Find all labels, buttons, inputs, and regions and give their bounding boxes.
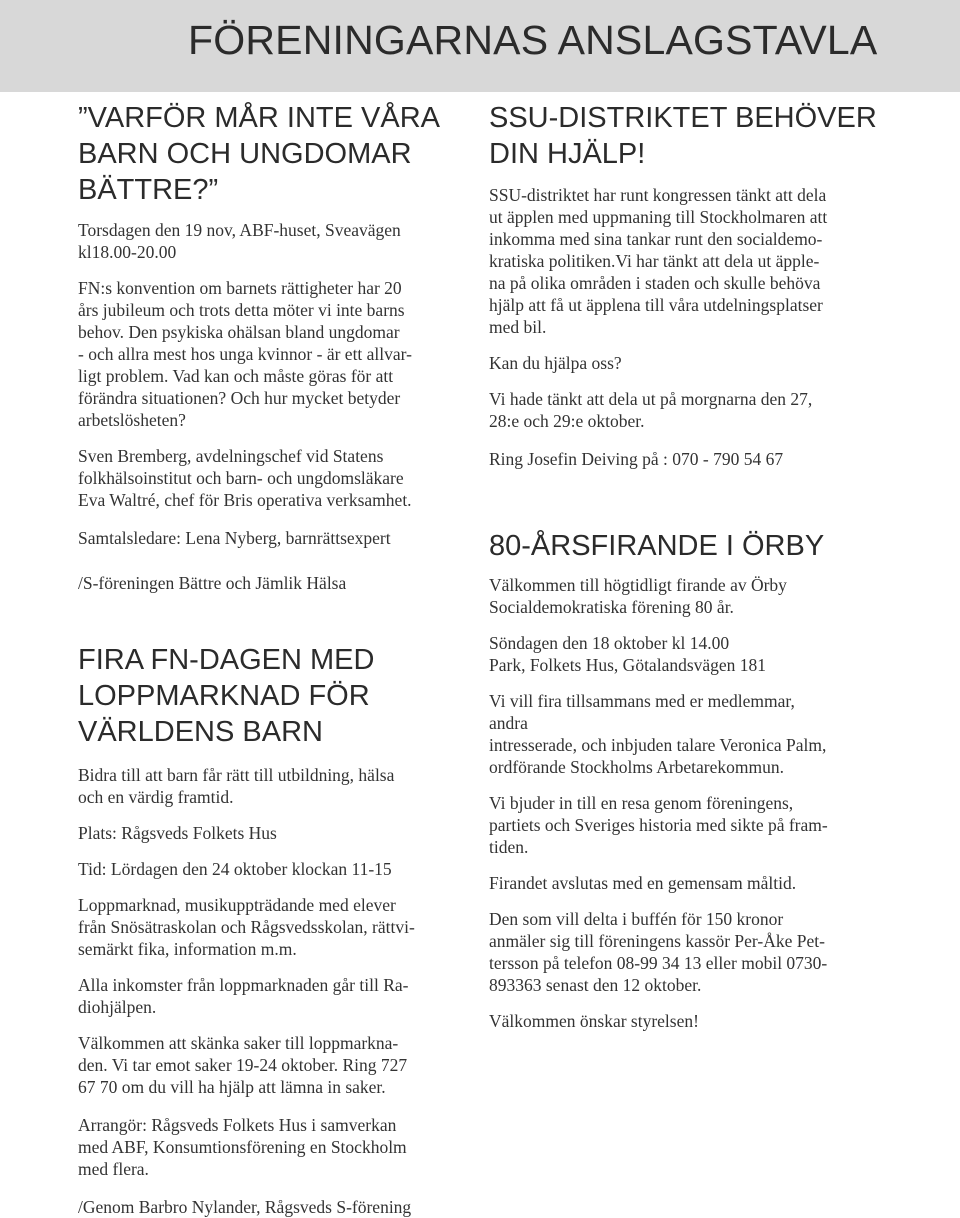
- article-paragraph: Samtalsledare: Lena Nyberg, barnrättsexpert: [78, 528, 391, 548]
- article-paragraph: Välkommen till högtidligt firande av Örby Socialdemokratiska förening 80 år.: [489, 575, 787, 617]
- article-paragraph: Alla inkomster från loppmarknaden går till Ra- diohjälpen.: [78, 975, 409, 1017]
- page-title: FÖRENINGARNAS ANSLAGSTAVLA: [188, 17, 878, 63]
- article-orby-80: [489, 528, 889, 1032]
- article-paragraph: Tid: Lördagen den 24 oktober klockan 11-15: [78, 859, 392, 879]
- article-paragraph: Torsdagen den 19 nov, ABF-huset, Sveavägen kl18.00-20.00: [78, 220, 401, 262]
- article-paragraph: Kan du hjälpa oss?: [489, 353, 622, 373]
- article-paragraph: Söndagen den 18 oktober kl 14.00 Park, Folkets Hus, Götalandsvägen 181: [489, 633, 767, 675]
- article-paragraph: Vi bjuder in till en resa genom föreningens, partiets och Sveriges historia med sikte på fram- tiden.: [489, 793, 828, 857]
- article-title: FIRA FN-DAGEN MED LOPPMARKNAD FÖR VÄRLDENS BARN: [78, 644, 375, 748]
- article-paragraph: Den som vill delta i buffén för 150 kronor anmäler sig till föreningens kassör Per-Åke Pet- tersson på telefon 08-99 34 13 eller mobil 0730- 893363 senast den 12 oktober.: [489, 909, 828, 995]
- article-paragraph: Välkommen att skänka saker till loppmarkna- den. Vi tar emot saker 19-24 oktober. Ring 727 67 70 om du vill ha hjälp att lämna in saker.: [78, 1033, 408, 1097]
- article-title: 80-ÅRSFIRANDE I ÖRBY: [489, 530, 825, 562]
- article-ssu: [489, 100, 889, 470]
- article-title: ”VARFÖR MÅR INTE VÅRA BARN OCH UNGDOMAR BÄTTRE?”: [78, 102, 440, 206]
- article-contact: Ring Josefin Deiving på : 070 - 790 54 67: [489, 449, 784, 469]
- article-signature: Välkommen önskar styrelsen!: [489, 1011, 699, 1031]
- article-paragraph: Vi vill fira tillsammans med er medlemmar, andra intresserade, och inbjuden talare Veronica Palm, ordförande Stockholms Arbetarekommun.: [489, 691, 827, 777]
- article-paragraph: Firandet avslutas med en gemensam måltid.: [489, 873, 797, 893]
- article-why-children: [78, 100, 473, 594]
- article-paragraph: Bidra till att barn får rätt till utbildning, hälsa och en värdig framtid.: [78, 765, 395, 807]
- article-paragraph: Arrangör: Rågsveds Folkets Hus i samverkan med ABF, Konsumtionsförening en Stockholm med flera.: [78, 1115, 407, 1179]
- article-paragraph: Sven Bremberg, avdelningschef vid Statens folkhälsoinstitut och barn- och ungdomsläkare Eva Waltré, chef för Bris operativa verksamhet.: [78, 446, 412, 510]
- article-signature: /S-föreningen Bättre och Jämlik Hälsa: [78, 573, 347, 593]
- article-paragraph: Vi hade tänkt att dela ut på morgnarna den 27, 28:e och 29:e oktober.: [489, 389, 813, 431]
- article-paragraph: SSU-distriktet har runt kongressen tänkt att dela ut äpplen med uppmaning till Stockholmaren att inkomma med sina tankar runt den socialdemo- kratiska politiken.Vi har tänkt att dela ut äpple- na på olika områden i staden och skulle behöva hjälp att få ut äpplena till våra utdelningsplatser med bil.: [489, 185, 828, 337]
- article-signature: /Genom Barbro Nylander, Rågsveds S-förening: [78, 1197, 412, 1217]
- article-title: SSU-DISTRIKTET BEHÖVER DIN HJÄLP!: [489, 102, 877, 170]
- article-paragraph: FN:s konvention om barnets rättigheter har 20 års jubileum och trots detta möter vi inte barns behov. Den psykiska ohälsan bland ungdomar - och allra mest hos unga kvinnor - är ett allvar- ligt problem. Vad kan och måste göras för att förändra situationen? Och hur mycket betyder arbetslösheten?: [78, 278, 412, 430]
- article-paragraph: Loppmarknad, musikuppträdande med elever från Snösätraskolan och Rågsvedsskolan, rättvi- semärkt fika, information m.m.: [78, 895, 415, 959]
- article-fn-day: [78, 642, 473, 1218]
- header-banner: [0, 0, 960, 92]
- article-paragraph: Plats: Rågsveds Folkets Hus: [78, 823, 277, 843]
